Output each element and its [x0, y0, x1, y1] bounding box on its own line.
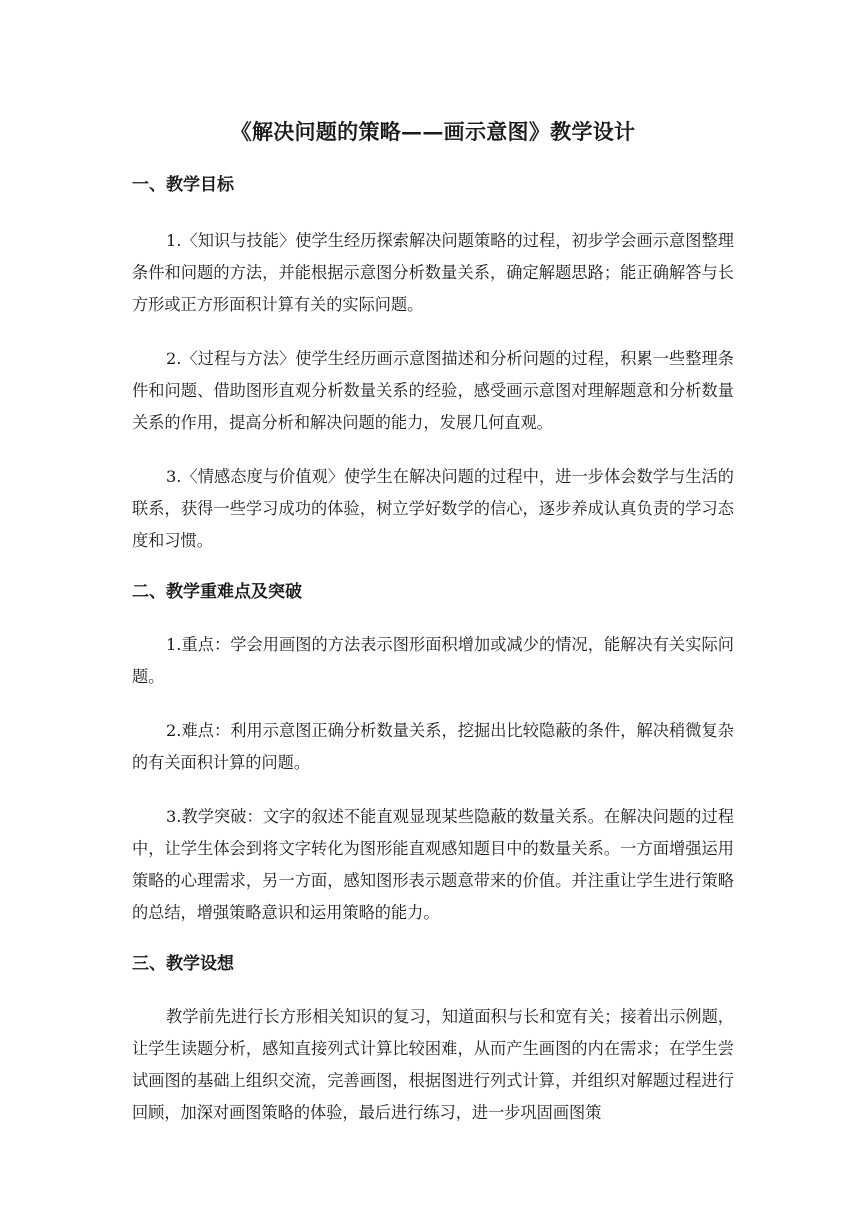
objective-knowledge-paragraph: 1.〈知识与技能〉使学生经历探索解决问题策略的过程，初步学会画示意图整理条件和问题的方法，并能根据示意图分析数量关系，确定解题思路；能正确解答与长方形或正方形面积计算有关的实际问题。	[132, 231, 734, 314]
section-heading-teaching-objectives: 一、教学目标	[132, 175, 234, 195]
objective-process-paragraph: 2.〈过程与方法〉使学生经历画示意图描述和分析问题的过程，积累一些整理条件和问题、借助图形直观分析数量关系的经验，感受画示意图对理解题意和分析数量关系的作用，提高分析和解决问题的能力，发展几何直观。	[132, 349, 734, 432]
breakthrough-paragraph: 3.教学突破：文字的叙述不能直观显现某些隐蔽的数量关系。在解决问题的过程中，让学生体会到将文字转化为图形能直观感知题目中的数量关系。一方面增强运用策略的心理需求，另一方面，感知图形表示题意带来的价值。并注重让学生进行策略的总结，增强策略意识和运用策略的能力。	[132, 807, 734, 922]
key-point-paragraph: 1.重点：学会用画图的方法表示图形面积增加或减少的情况，能解决有关实际问题。	[132, 635, 734, 686]
section-heading-key-points: 二、教学重难点及突破	[132, 582, 302, 602]
teaching-plan-paragraph: 教学前先进行长方形相关知识的复习，知道面积与长和宽有关；接着出示例题，让学生读题分析，感知直接列式计算比较困难，从而产生画图的内在需求；在学生尝试画图的基础上组织交流，完善画图，根据图进行列式计算，并组织对解题过程进行回顾，加深对画图策略的体验，最后进行练习，进一步巩固画图策	[132, 1007, 734, 1122]
section-heading-teaching-plan: 三、教学设想	[132, 954, 234, 974]
objective-attitude-paragraph: 3.〈情感态度与价值观〉使学生在解决问题的过程中，进一步体会数学与生活的联系，获得一些学习成功的体验，树立学好数学的信心，逐步养成认真负责的学习态度和习惯。	[132, 467, 734, 550]
difficulty-paragraph: 2.难点：利用示意图正确分析数量关系，挖掘出比较隐蔽的条件，解决稍微复杂的有关面积计算的问题。	[132, 721, 734, 772]
document-title: 《解决问题的策略——画示意图》教学设计	[230, 119, 636, 144]
